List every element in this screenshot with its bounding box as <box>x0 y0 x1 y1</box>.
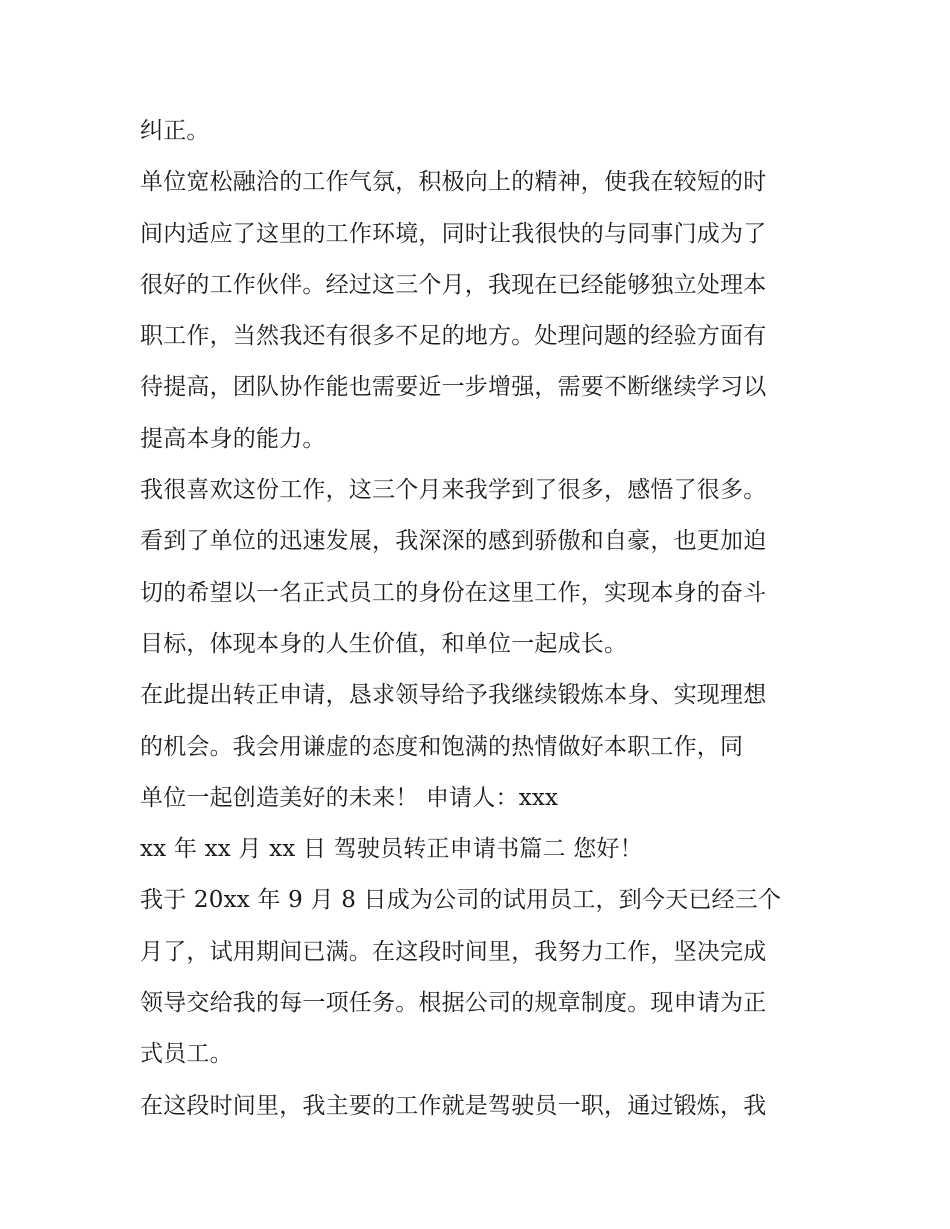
text-line: 单位一起创造美好的未来！ 申请人：xxx <box>140 784 559 811</box>
text-line: 纠正。 <box>140 118 210 144</box>
text-line: 领导交给我的每一项任务。根据公司的规章制度。现申请为正 <box>140 990 767 1017</box>
text-line: 职工作，当然我还有很多不足的地方。处理问题的经验方面有 <box>140 323 767 350</box>
text-line: 在此提出转正申请，恳求领导给予我继续锻炼本身、实现理想 <box>140 682 767 709</box>
text-line: 目标，体现本身的人生价值，和单位一起成长。 <box>140 630 628 657</box>
text-line: 式员工。 <box>140 1041 233 1068</box>
text-line: 切的希望以一名正式员工的身份在这里工作，实现本身的奋斗 <box>140 579 767 606</box>
text-line: 的机会。我会用谦虚的态度和饱满的热情做好本职工作，同 <box>140 733 744 760</box>
text-line: 在这段时间里，我主要的工作就是驾驶员一职，通过锻炼，我 <box>140 1092 767 1119</box>
text-line: 单位宽松融洽的工作气氛，积极向上的精神，使我在较短的时 <box>140 169 767 196</box>
text-line: 月了，试用期间已满。在这段时间里，我努力工作，坚决完成 <box>140 938 767 965</box>
text-line: 看到了单位的迅速发展，我深深的感到骄傲和自豪，也更加迫 <box>140 528 767 555</box>
text-line: 提高本身的能力。 <box>140 425 326 452</box>
text-line: 很好的工作伙伴。经过这三个月，我现在已经能够独立处理本 <box>140 271 767 298</box>
text-line: 间内适应了这里的工作环境，同时让我很快的与同事门成为了 <box>140 220 767 247</box>
text-line: 我很喜欢这份工作，这三个月来我学到了很多，感悟了很多。 <box>140 477 767 504</box>
document-body <box>140 106 820 1132</box>
text-line: xx 年 xx 月 xx 日 驾驶员转正申请书篇二 您好！ <box>140 836 643 863</box>
text-line: 我于 20xx 年 9 月 8 日成为公司的试用员工，到今天已经三个 <box>140 887 782 914</box>
text-line: 待提高，团队协作能也需要近一步增强，需要不断继续学习以 <box>140 374 767 401</box>
